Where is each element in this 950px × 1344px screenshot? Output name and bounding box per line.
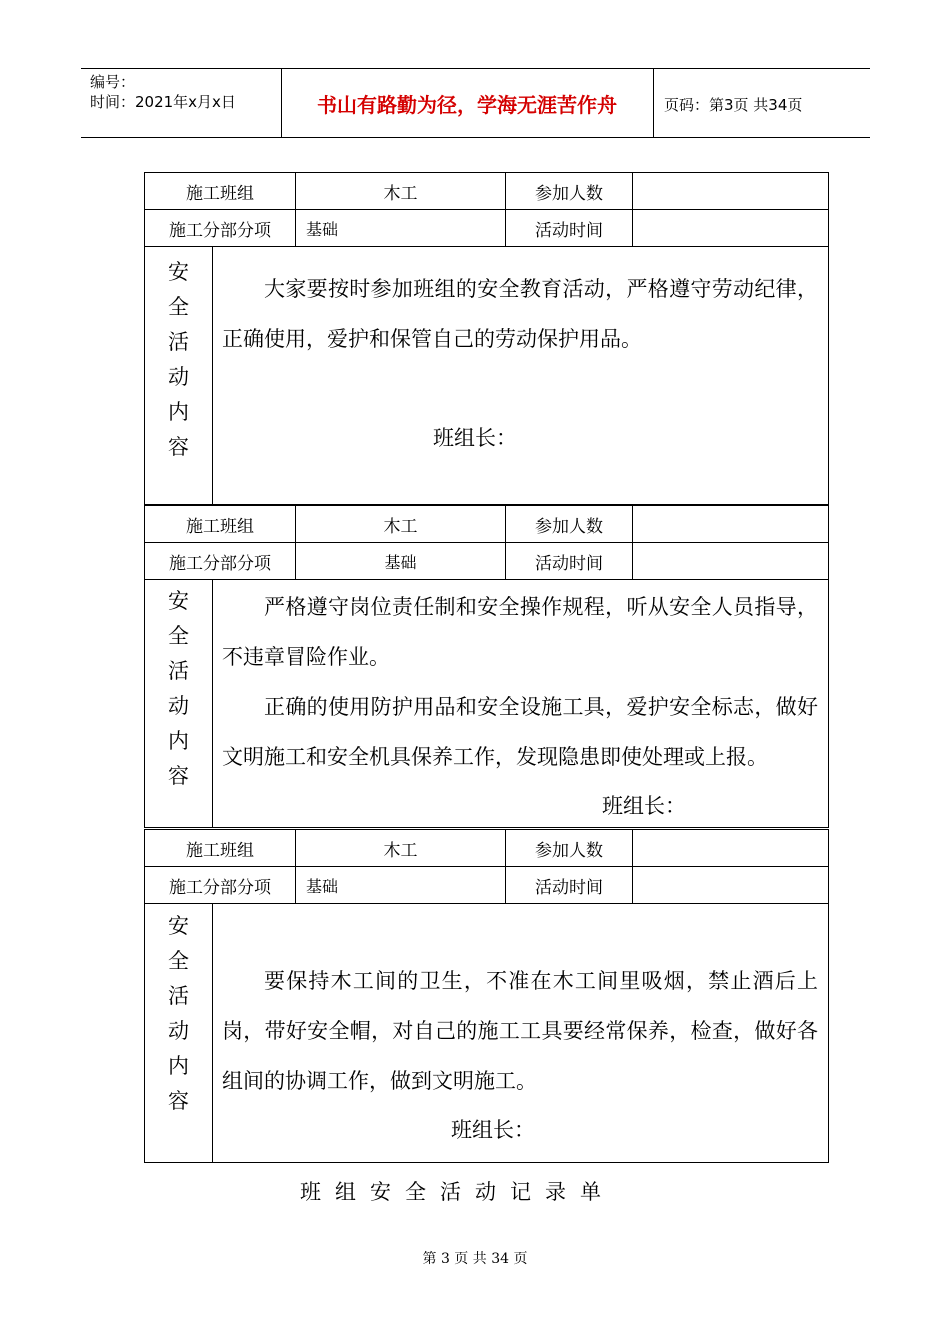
participants-value (633, 830, 829, 867)
page-info: 页码：第3页 共34页 (664, 96, 803, 114)
content-paragraph: 正确的使用防护用品和安全设施工具，爱护安全标志，做好文明施工和安全机具保养工作，发现隐患即使处理或上报。 (222, 695, 818, 769)
activity-time-label: 活动时间 (506, 867, 633, 904)
team-label: 施工班组 (145, 506, 296, 543)
section-value: 基础 (296, 867, 506, 904)
time-label: 时间：2021年x月x日 (90, 93, 236, 111)
content-label: 安 全 活 动 内 容 (145, 247, 213, 505)
activity-time-value (633, 543, 829, 580)
activity-time-value (633, 867, 829, 904)
content-label: 安 全 活 动 内 容 (145, 904, 213, 1163)
header-motto: 书山有路勤为径，学海无涯苦作舟 (317, 92, 617, 117)
record-table-1 (144, 172, 828, 505)
section-label: 施工分部分项 (145, 210, 296, 247)
leader-signature: 班组长： (602, 794, 686, 818)
leader-signature: 班组长： (451, 1118, 535, 1142)
team-value: 木工 (296, 830, 506, 867)
team-value: 木工 (296, 173, 506, 210)
participants-label: 参加人数 (506, 830, 633, 867)
content-paragraph: 要保持木工间的卫生，不准在木工间里吸烟，禁止酒后上岗，带好安全帽，对自己的施工工具要经常保养，检查，做好各组间的协调工作，做到文明施工。 (222, 969, 818, 1093)
participants-value (633, 506, 829, 543)
participants-label: 参加人数 (506, 506, 633, 543)
content-paragraph: 严格遵守岗位责任制和安全操作规程，听从安全人员指导，不违章冒险作业。 (222, 595, 818, 669)
content-label: 安 全 活 动 内 容 (145, 580, 213, 828)
activity-time-value (633, 210, 829, 247)
section-label: 施工分部分项 (145, 543, 296, 580)
team-value: 木工 (296, 506, 506, 543)
content-paragraph: 大家要按时参加班组的安全教育活动，严格遵守劳动纪律，正确使用，爱护和保管自己的劳动保护用品。 (222, 277, 818, 351)
document-title: 班组安全活动记录单 (300, 1180, 615, 1204)
number-label: 编号： (90, 73, 136, 91)
activity-time-label: 活动时间 (506, 210, 633, 247)
section-value: 基础 (296, 543, 506, 580)
page-header (81, 68, 870, 138)
team-label: 施工班组 (145, 173, 296, 210)
content-cell (213, 904, 829, 1163)
participants-value (633, 173, 829, 210)
team-label: 施工班组 (145, 830, 296, 867)
leader-signature: 班组长： (433, 426, 517, 450)
section-value: 基础 (296, 210, 506, 247)
activity-time-label: 活动时间 (506, 543, 633, 580)
section-label: 施工分部分项 (145, 867, 296, 904)
record-table-2 (144, 505, 828, 828)
record-table-3 (144, 829, 828, 1163)
header-meta (81, 69, 281, 137)
page-footer: 第 3 页 共 34 页 (422, 1251, 528, 1267)
content-cell (213, 247, 829, 505)
content-cell (213, 580, 829, 828)
header-divider (653, 69, 654, 137)
participants-label: 参加人数 (506, 173, 633, 210)
